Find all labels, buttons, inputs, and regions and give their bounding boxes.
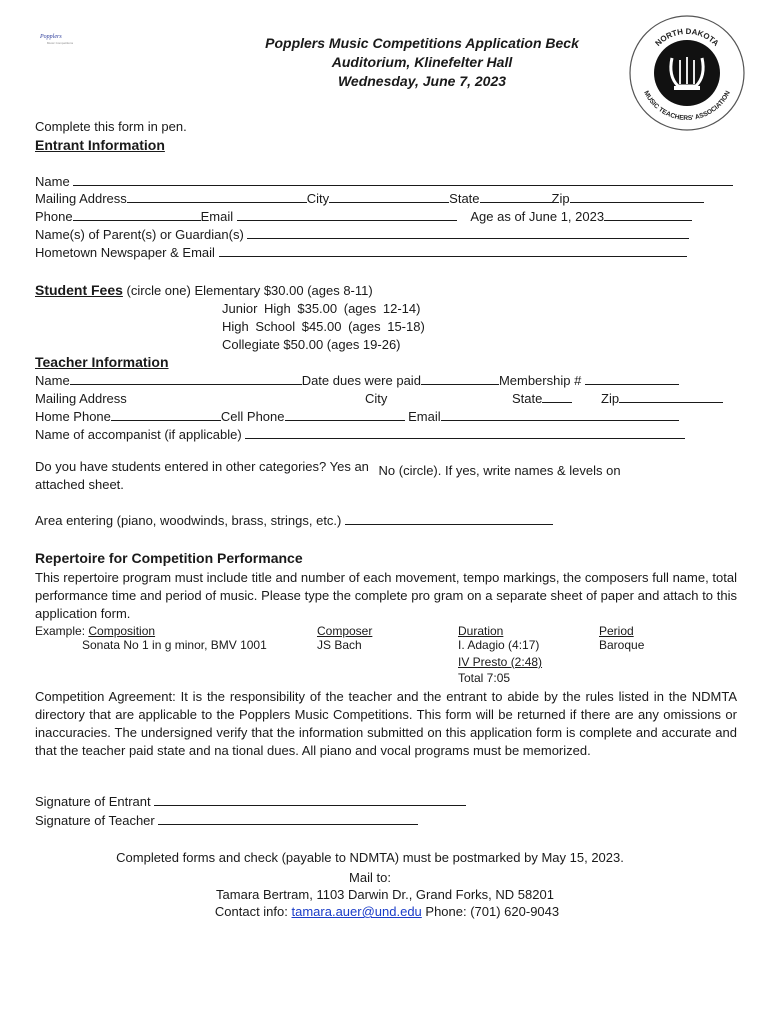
col-period: Period	[599, 624, 634, 638]
contact-label: Contact info:	[214, 904, 288, 919]
col-composer: Composer	[317, 624, 373, 638]
teacher-cell-phone-field[interactable]	[285, 409, 405, 421]
entrant-address-row	[35, 190, 704, 207]
entrant-hometown-field[interactable]	[219, 245, 687, 257]
teacher-phone-row	[35, 408, 679, 425]
other-question-c: attached sheet.	[35, 477, 124, 492]
teacher-dues-field[interactable]	[421, 373, 499, 385]
fees-row-elementary	[35, 282, 373, 299]
title-line-1: Popplers Music Competitions Application Beck	[265, 35, 579, 51]
teacher-state-row	[512, 390, 572, 407]
teacher-name-row	[35, 372, 679, 389]
signature-entrant-row	[35, 793, 466, 810]
competition-agreement: Competition Agreement: It is the responsibility of the teacher and the entrant to abide by the rules listed in the NDMTA directory that are applicable to the Popplers Music Competitions. This form will be returned if there are any omissions or inaccuracies. The undersigned verify that the information submitted on this application form is complete and accurate and that the teacher paid state and na tional dues. All piano and vocal programs must be memorized.	[35, 689, 737, 758]
accompanist-row	[35, 426, 685, 443]
contact-phone: Phone: (701) 620-9043	[425, 904, 560, 919]
entrant-contact-row	[35, 208, 692, 225]
contact-info	[35, 903, 739, 920]
entrant-email-label: Email	[200, 209, 234, 224]
example-total: Total 7:05	[458, 671, 511, 685]
contact-email-link[interactable]: tamara.auer@und.edu	[291, 904, 422, 919]
entrant-age-field[interactable]	[604, 209, 692, 221]
teacher-email-label: Email	[408, 409, 441, 424]
teacher-zip-row	[601, 390, 723, 407]
teacher-mailing-label: Mailing Address	[35, 391, 127, 406]
entrant-mailing-label: Mailing Address	[35, 191, 127, 206]
fee-junior[interactable]: Junior High $35.00 (ages 12-14)	[222, 301, 421, 316]
entrant-parents-row	[35, 226, 689, 243]
entrant-zip-label: Zip	[551, 191, 570, 206]
teacher-email-field[interactable]	[441, 409, 679, 421]
signature-teacher-label: Signature of Teacher	[35, 813, 155, 828]
seal-bottom-text: MUSIC TEACHERS' ASSOCIATION	[642, 89, 732, 123]
teacher-membership-label: Membership #	[498, 373, 582, 388]
popplers-logo	[40, 34, 80, 48]
popplers-logo-text: Popplers	[40, 34, 62, 40]
entrant-parents-field[interactable]	[247, 227, 689, 239]
entrant-zip-field[interactable]	[570, 191, 704, 203]
entrant-state-label: State	[449, 191, 480, 206]
popplers-logo-sub: Music Competitions	[46, 41, 74, 45]
entrant-heading: Entrant Information	[35, 137, 165, 153]
other-categories-question	[35, 458, 621, 478]
example-label: Example:	[35, 624, 86, 638]
entrant-hometown-label: Hometown Newspaper & Email	[35, 245, 215, 260]
area-label: Area entering (piano, woodwinds, brass, strings, etc.)	[35, 513, 342, 528]
page-title	[200, 34, 644, 91]
example-period: Baroque	[599, 638, 645, 652]
example-duration-1: I. Adagio (4:17)	[458, 638, 540, 652]
teacher-dues-label: Date dues were paid	[301, 373, 421, 388]
fee-elementary[interactable]: Elementary $30.00 (ages 8-11)	[194, 283, 373, 298]
example-duration-2: IV Presto (2:48)	[458, 655, 543, 669]
other-question-a: Do you have students entered in other categories? Yes an	[35, 459, 369, 474]
area-field[interactable]	[345, 513, 553, 525]
title-line-2: Auditorium, Klinefelter Hall	[331, 54, 513, 70]
teacher-membership-field[interactable]	[585, 373, 679, 385]
example-composition: Sonata No 1 in g minor, BMV 1001	[82, 638, 267, 652]
entrant-name-field[interactable]	[73, 174, 733, 186]
area-row	[35, 512, 553, 529]
signature-teacher-field[interactable]	[158, 813, 418, 825]
teacher-name-label: Name	[35, 373, 70, 388]
mail-to-label: Mail to:	[349, 870, 391, 885]
teacher-state-label: State	[512, 391, 543, 406]
teacher-zip-field[interactable]	[619, 391, 723, 403]
col-duration: Duration	[458, 624, 504, 638]
entrant-parents-label: Name(s) of Parent(s) or Guardian(s)	[35, 227, 244, 242]
seal-top-text: NORTH DAKOTA	[653, 26, 721, 48]
signature-entrant-field[interactable]	[154, 794, 466, 806]
teacher-address-row	[35, 390, 127, 407]
fees-heading: Student Fees	[35, 282, 123, 298]
mail-address: Tamara Bertram, 1103 Darwin Dr., Grand Forks, ND 58201	[216, 887, 554, 902]
teacher-name-field[interactable]	[70, 373, 302, 385]
teacher-cell-phone-label: Cell Phone	[220, 409, 285, 424]
teacher-heading: Teacher Information	[35, 354, 169, 370]
entrant-phone-field[interactable]	[73, 209, 201, 221]
repertoire-heading: Repertoire for Competition Performance	[35, 550, 303, 566]
teacher-state-field[interactable]	[542, 391, 572, 403]
entrant-state-field[interactable]	[480, 191, 552, 203]
fee-high[interactable]: High School $45.00 (ages 15-18)	[222, 319, 425, 334]
teacher-home-phone-field[interactable]	[111, 409, 221, 421]
example-composer: JS Bach	[317, 638, 362, 652]
other-question-b: No (circle). If yes, write names & levels on	[378, 463, 621, 478]
entrant-age-label: Age as of June 1, 2023	[470, 209, 605, 224]
entrant-hometown-row	[35, 244, 687, 261]
teacher-home-phone-label: Home Phone	[35, 409, 111, 424]
ndmta-seal-logo	[628, 14, 746, 132]
signature-entrant-label: Signature of Entrant	[35, 794, 151, 809]
entrant-city-field[interactable]	[329, 191, 449, 203]
teacher-city-label: City	[365, 391, 388, 406]
signature-teacher-row	[35, 812, 418, 829]
entrant-name-row	[35, 173, 733, 190]
entrant-name-label: Name	[35, 174, 70, 189]
entrant-email-field[interactable]	[237, 209, 457, 221]
fee-collegiate[interactable]: Collegiate $50.00 (ages 19-26)	[222, 337, 401, 352]
col-composition: Composition	[88, 624, 156, 638]
accompanist-field[interactable]	[245, 427, 685, 439]
title-line-3: Wednesday, June 7, 2023	[337, 73, 507, 89]
entrant-phone-label: Phone	[35, 209, 73, 224]
accompanist-label: Name of accompanist (if applicable)	[35, 427, 242, 442]
entrant-city-label: City	[306, 191, 330, 206]
teacher-zip-label: Zip	[601, 391, 620, 406]
entrant-mailing-field[interactable]	[127, 191, 307, 203]
fees-circle-note: (circle one)	[126, 283, 191, 298]
intro-text: Complete this form in pen.	[35, 119, 187, 134]
postmark-note: Completed forms and check (payable to NDMTA) must be postmarked by May 15, 2023.	[116, 850, 624, 865]
repertoire-description: This repertoire program must include title and number of each movement, tempo markings, the composers full name, total performance time and period of music. Please type the complete pro gram on a separate sheet of paper and attach to this application form.	[35, 570, 737, 621]
